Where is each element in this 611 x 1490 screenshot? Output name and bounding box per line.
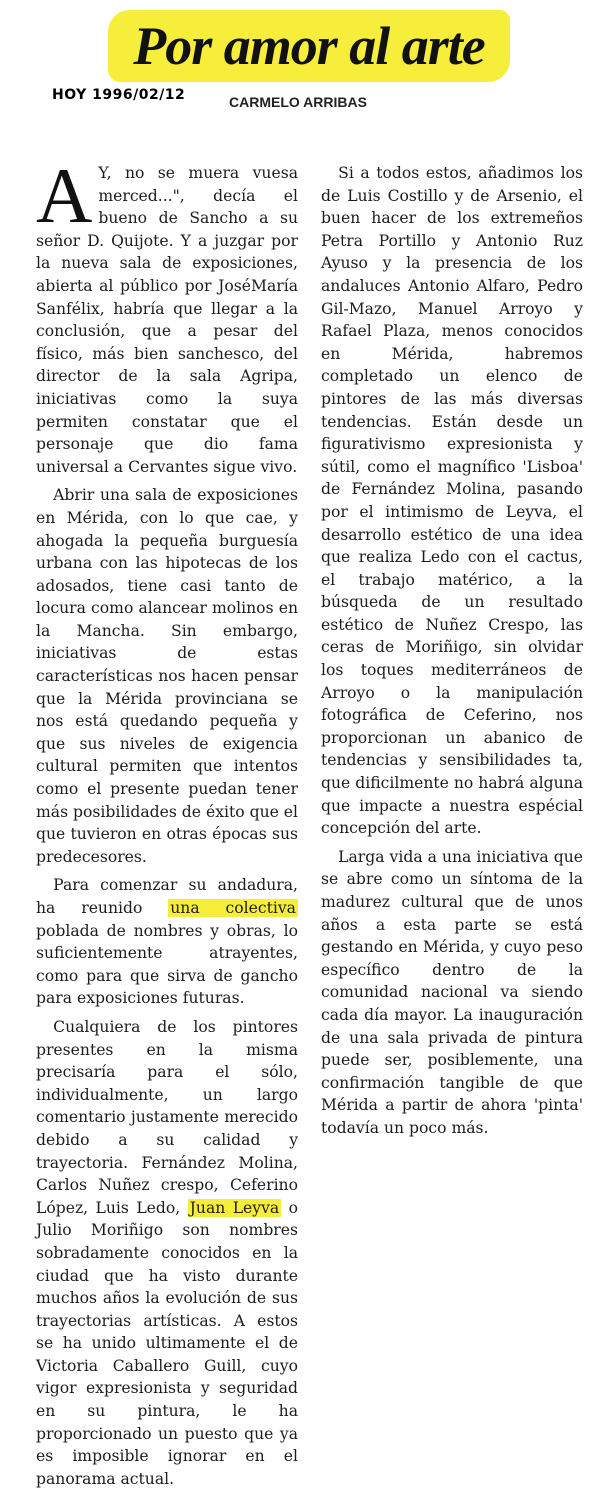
paragraph-3 [36, 874, 298, 1010]
drop-cap: A [36, 152, 93, 239]
author-byline: CARMELO ARRIBAS [229, 94, 367, 110]
article-column-right [321, 162, 583, 1261]
headline: Por amor al arte [133, 16, 485, 76]
highlighted-phrase-una-colectiva: una colectiva [170, 899, 296, 917]
paragraph-3-text-start: Para comenzar su andadura, ha reunido [36, 876, 298, 917]
paragraph-4-text-start: Cualquiera de los pintores presentes en la misma precisaría para el sólo, individualmente, un largo comentario justamente merecido debido a su calidad y trayectoria. Fernández Molina, Carlos Nuñez crespo, Ceferino López, Luis Ledo, [36, 1017, 298, 1217]
source-date: HOY 1996/02/12 [52, 87, 186, 103]
paragraph-2: Abrir una sala de exposiciones en Mérida, con lo que cae, y ahogada la pequeña burguesía urbana con las hipotecas de los adosados, tiene casi tanto de locura como alancear molinos en la Mancha. Sin embargo, iniciativas de estas características nos hacen pensar que la Mérida provinciana se nos está quedando pequeña y que sus niveles de exigencia cultural permiten que intentos como el presente puedan tener más posibilidades de éxito que el que tuvieron en otras épocas sus predecesores. [36, 486, 299, 866]
paragraph-1 [36, 152, 298, 478]
paragraph-3-text-end: poblada de nombres y obras, lo suficientemente atrayentes, como para que sirva de gancho para exposiciones futuras. [36, 921, 298, 1008]
paragraph-4 [36, 1016, 298, 1490]
paragraph-1-text: Y, no se muera vuesa merced...", decía el bueno de Sancho a su señor D. Quijote. Y a juzgar por la nueva sala de exposiciones, abierta al público por JoséMaría Sanfélix, habría que llegar a la conclusión, que a pesar del físico, más bien sanchesco, del director de la sala Agripa, iniciativas como la suya permiten constatar que el personaje que dio fama universal a Cervantes sigue vivo. [36, 164, 298, 476]
headline-highlight [108, 10, 510, 82]
highlighted-name-juan-leyva: Juan Leyva [189, 1198, 280, 1217]
paragraph-4-text-end: o Julio Moriñigo son nombres sobradamente conocidos en la ciudad que ha visto durante muchos años la evolución de sus trayectorias artísticas. A estos se ha unido ultimamente el de Victoria Caballero Guill, cuyo vigor expresionista y seguridad en su pintura, le ha proporcionado un puesto que ya es imposible ignorar en el panorama actual. [36, 1198, 298, 1488]
article-column-left [36, 152, 299, 1488]
paragraph-5: Si a todos estos, añadimos los de Luis Costillo y de Arsenio, el buen hacer de los extremeños Petra Portillo y Antonio Ruz Ayuso y la presencia de los andaluces Antonio Alfaro, Pedro Gil-Mazo, Manuel Arroyo y Rafael Plaza, menos conocidos en Mérida, habremos completado un elenco de pintores de las más diversas tendencias. Están desde un figurativismo expresionista y sútil, como el magnífico 'Lisboa' de Fernández Molina, pasando por el intimismo de Leyva, el desarrollo estético de una idea que realiza Ledo con el cactus, el trabajo matérico, a la búsqueda de un resultado estético de Nuñez Crespo, las ceras de Moriñigo, sin olvidar los toques mediterráneos de Arroyo o la manipulación fotográfica de Ceferino, nos proporcionan un abanico de tendencias y sensibilidades ta, que dificilmente no habrá alguna que impacte a nuestra espécial concepción del arte. [321, 164, 583, 838]
paragraph-6: Larga vida a una iniciativa que se abre como un síntoma de la madurez cultural que de unos años a esta parte se está gestando en Mérida, y cuyo peso específico dentro de la comunidad nacional va siendo cada día mayor. La inauguración de una sala privada de pintura puede ser, posiblemente, una confirmación tangible de que Mérida a partir de ahora 'pinta' todavía un poco más. [321, 847, 583, 1137]
